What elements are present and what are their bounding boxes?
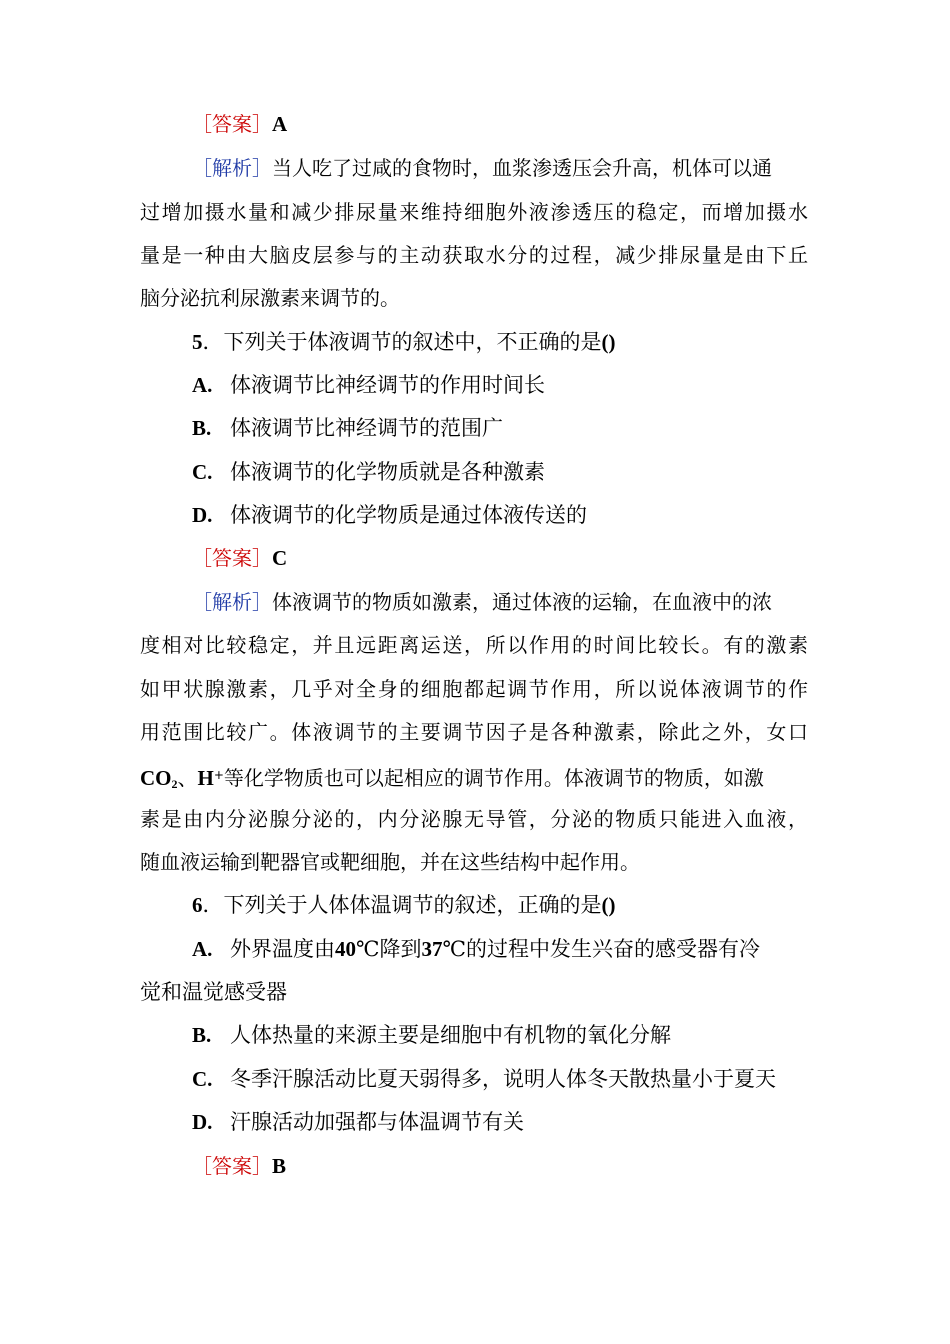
- option-text: 体液调节的化学物质是通过体液传送的: [230, 503, 587, 527]
- q5-analysis-line-2: [0, 628, 950, 662]
- q5-analysis-line-7: [0, 845, 950, 879]
- analysis-text: 随血液运输到靶器官或靶细胞，并在这些结构中起作用。: [140, 850, 640, 874]
- option-letter: A.: [192, 373, 213, 397]
- option-letter: B.: [192, 1023, 212, 1047]
- option-text: 降到: [379, 937, 422, 961]
- answer-tag: ［答案］: [192, 546, 272, 570]
- q6-option-b: [0, 1018, 950, 1052]
- option-letter: B.: [192, 416, 212, 440]
- q5-analysis-line-5: [0, 758, 950, 792]
- celsius-unit: ℃: [442, 937, 466, 961]
- q5-analysis-line-4: [0, 715, 950, 749]
- q4-analysis-line-4: [0, 281, 950, 315]
- analysis-text: 素是由内分泌腺分泌的，内分泌腺无导管，分泌的物质只能进入血液，: [140, 807, 808, 831]
- q5-option-c: [0, 455, 950, 489]
- q6-option-c: [0, 1062, 950, 1096]
- q4-analysis-line-3: [0, 238, 950, 272]
- q6-answer-line: [0, 1149, 950, 1183]
- q5-answer-line: [0, 541, 950, 575]
- analysis-tag: ［解析］: [192, 590, 272, 614]
- analysis-text: 当人吃了过咸的食物时，血浆渗透压会升高，机体可以通: [272, 156, 772, 180]
- q5-analysis-line-1: [0, 585, 950, 619]
- option-letter: D.: [192, 1110, 213, 1134]
- option-text: 汗腺活动加强都与体温调节有关: [230, 1110, 524, 1134]
- co2-subscript: 2: [171, 777, 178, 791]
- answer-value: A: [272, 112, 288, 136]
- q6-option-a-cont: [0, 975, 950, 1009]
- option-letter: C.: [192, 1067, 213, 1091]
- option-text: 人体热量的来源主要是细胞中有机物的氧化分解: [230, 1023, 671, 1047]
- analysis-text: 体液调节的物质如激素，通过体液的运输，在血液中的浓: [272, 590, 772, 614]
- option-text: 外界温度由: [230, 937, 335, 961]
- hydrogen-ion-sup: +: [213, 768, 224, 782]
- q4-analysis-line-1: [0, 151, 950, 185]
- q6-option-a: [0, 932, 950, 966]
- q4-answer-line: [0, 107, 950, 141]
- analysis-text: 脑分泌抗利尿激素来调节的。: [140, 286, 400, 310]
- question-number: 5: [192, 330, 203, 354]
- question-number: 6: [192, 893, 203, 917]
- analysis-text: 过增加摄水量和减少排尿量来维持细胞外液渗透压的稳定，而增加摄水: [140, 200, 808, 224]
- analysis-text: 等化学物质也可以起相应的调节作用。体液调节的物质，如激: [223, 766, 764, 790]
- temperature-value: 37: [421, 937, 443, 961]
- option-text: 体液调节比神经调节的范围广: [230, 416, 503, 440]
- option-letter: C.: [192, 460, 213, 484]
- q6-stem: 6．下列关于人体体温调节的叙述，正确的是(): [192, 893, 616, 917]
- option-text: 体液调节的化学物质就是各种激素: [230, 460, 545, 484]
- co2-formula: CO: [140, 766, 172, 790]
- q5-option-b: [0, 411, 950, 445]
- q6-option-d: [0, 1105, 950, 1139]
- option-letter: A.: [192, 937, 213, 961]
- answer-tag: ［答案］: [192, 1154, 272, 1178]
- question-stem: 下列关于人体体温调节的叙述，正确的是: [223, 893, 602, 917]
- temperature-value: 40: [335, 937, 356, 961]
- celsius-unit: ℃: [356, 937, 380, 961]
- q5-option-d: [0, 498, 950, 532]
- analysis-text: 用范围比较广。体液调节的主要调节因子是各种激素，除此之外，女口: [140, 720, 808, 744]
- q5-analysis-line-6: [0, 802, 950, 836]
- answer-paren: (): [601, 330, 616, 354]
- analysis-tag: ［解析］: [192, 156, 272, 180]
- answer-tag: ［答案］: [192, 112, 272, 136]
- question-stem: 下列关于体液调节的叙述中，不正确的是: [223, 330, 602, 354]
- option-letter: D.: [192, 503, 213, 527]
- option-text: 的过程中发生兴奋的感受器有冷: [466, 937, 760, 961]
- option-text: 觉和温觉感受器: [140, 980, 287, 1004]
- answer-value: C: [272, 546, 288, 570]
- hydrogen-ion: H: [197, 766, 214, 790]
- separator: 、: [177, 766, 198, 790]
- option-text: 体液调节比神经调节的作用时间长: [230, 373, 545, 397]
- q5-option-a: [0, 368, 950, 402]
- analysis-text: 度相对比较稳定，并且远距离运送，所以作用的时间比较长。有的激素: [140, 633, 808, 657]
- answer-value: B: [272, 1154, 287, 1178]
- analysis-text: 量是一种由大脑皮层参与的主动获取水分的过程，减少排尿量是由下丘: [140, 243, 808, 267]
- q5-analysis-line-3: [0, 672, 950, 706]
- analysis-text: 如甲状腺激素，几乎对全身的细胞都起调节作用，所以说体液调节的作: [140, 677, 808, 701]
- option-text: 冬季汗腺活动比夏天弱得多，说明人体冬天散热量小于夏天: [230, 1067, 776, 1091]
- answer-paren: (): [601, 893, 616, 917]
- q4-analysis-line-2: [0, 195, 950, 229]
- q5-stem: 5．下列关于体液调节的叙述中，不正确的是(): [192, 330, 616, 354]
